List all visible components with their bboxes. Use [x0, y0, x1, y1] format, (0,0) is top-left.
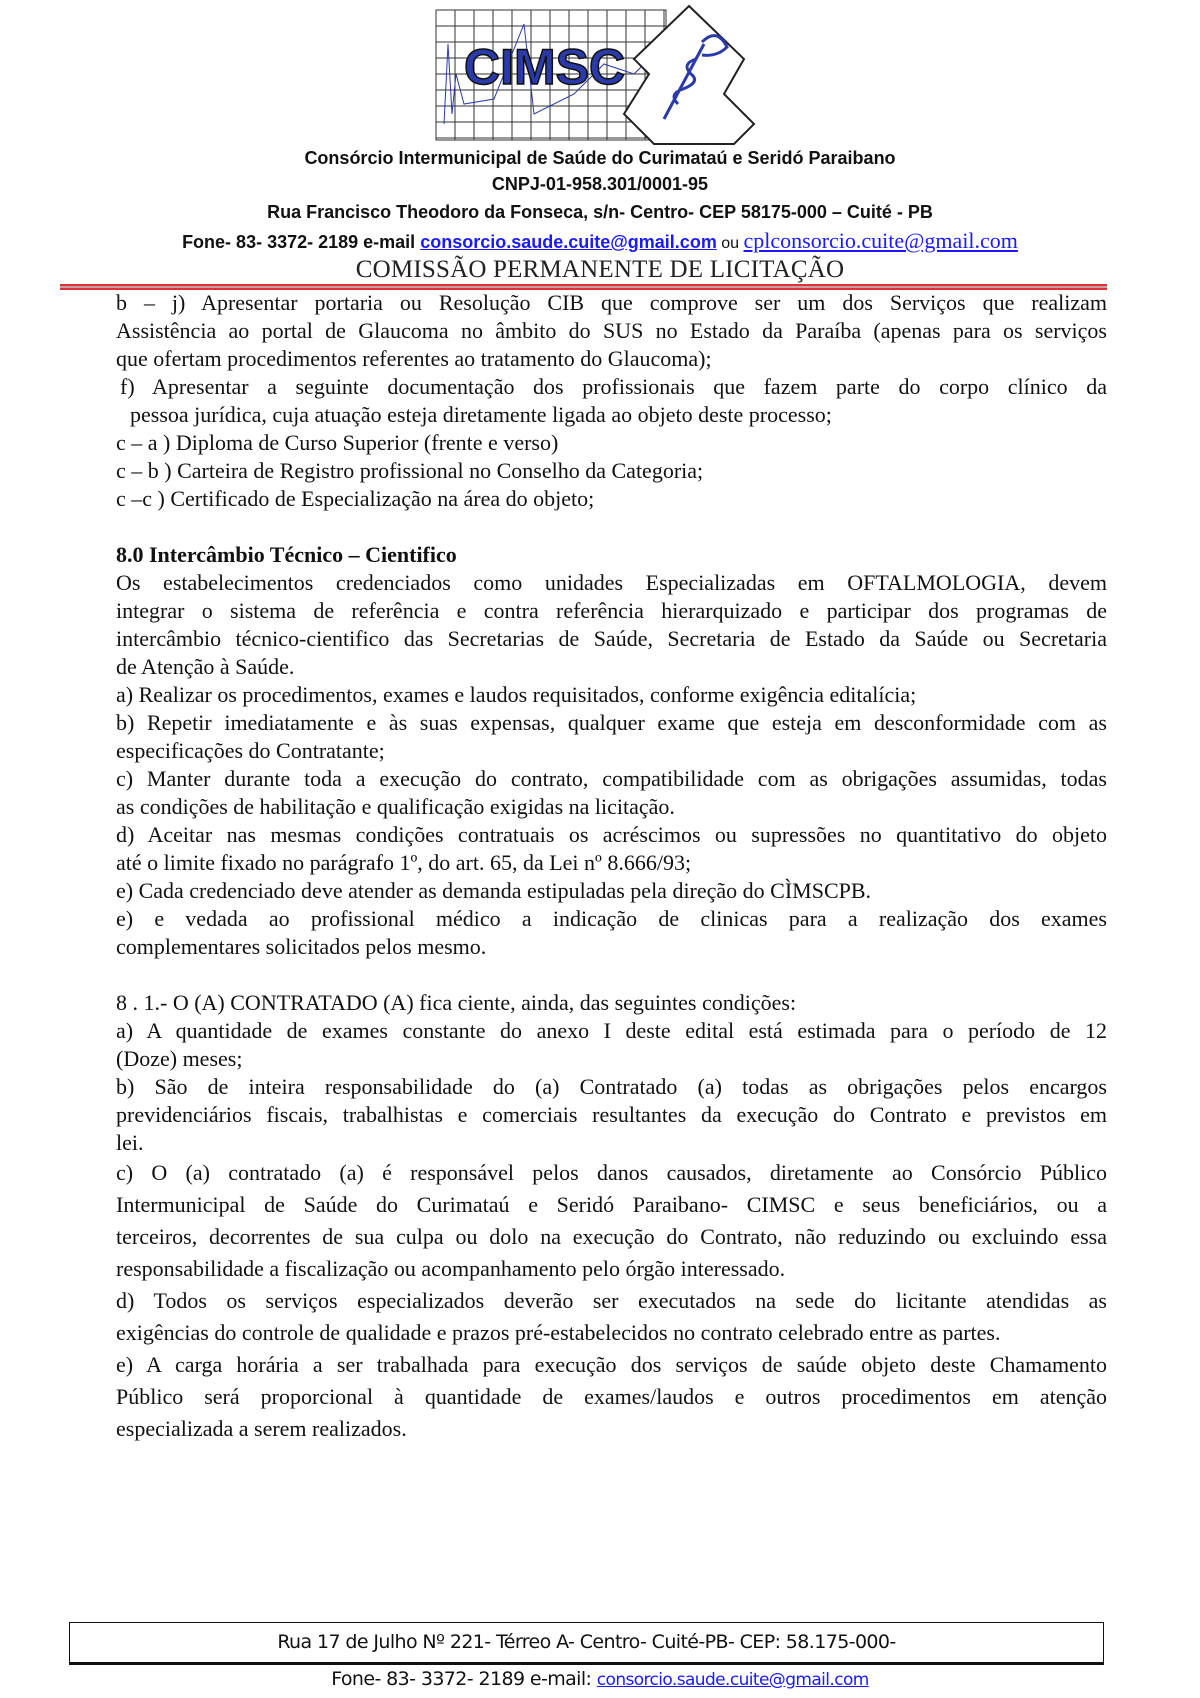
text-line: d) Todos os serviços especializados deverão ser executados na sede do licitante atendidas as — [116, 1288, 1107, 1313]
text-line: b) São de inteira responsabilidade do (a) Contratado (a) todas as obrigações pelos encargos — [116, 1074, 1107, 1099]
or-text: ou — [716, 235, 744, 252]
text-line: Intermunicipal de Saúde do Curimataú e Seridó Paraibano- CIMSC e seus beneficiários, ou a — [116, 1192, 1107, 1217]
paragraph — [116, 485, 1107, 513]
footer-phone-label: Fone- 83- 3372- 2189 e-mail: — [331, 1668, 597, 1690]
text-line: 8.0 Intercâmbio Técnico – Cientifico — [116, 542, 457, 567]
section-heading — [116, 541, 1107, 569]
footer-contact — [0, 1668, 1200, 1690]
paragraph — [116, 877, 1107, 905]
paragraph — [116, 1285, 1107, 1349]
text-line: as condições de habilitação e qualificação exigidas na licitação. — [116, 794, 675, 819]
text-line: exigências do controle de qualidade e prazos pré-estabelecidos no contrato celebrado entre as partes. — [116, 1320, 1001, 1345]
footer-address: Rua 17 de Julho Nº 221- Térreo A- Centro- Cuité-PB- CEP: 58.175-000- — [69, 1622, 1104, 1665]
text-line: até o limite fixado no parágrafo 1º, do art. 65, da Lei nº 8.666/93; — [116, 850, 692, 875]
paragraph — [116, 765, 1107, 821]
text-line: complementares solicitados pelos mesmo. — [116, 934, 487, 959]
email-link-2[interactable]: cplconsorcio.cuite@gmail.com — [743, 228, 1018, 253]
cnpj: CNPJ-01-958.301/0001-95 — [491, 174, 709, 194]
commission-title: COMISSÃO PERMANENTE DE LICITAÇÃO — [355, 256, 845, 283]
text-line: c – a ) Diploma de Curso Superior (frente e verso) — [116, 430, 559, 455]
paragraph — [116, 1017, 1107, 1073]
text-line: (Doze) meses; — [116, 1046, 243, 1071]
text-line: c – b ) Carteira de Registro profissional no Conselho da Categoria; — [116, 458, 704, 483]
paragraph — [116, 1073, 1107, 1157]
text-line: e) e vedada ao profissional médico a indicação de clinicas para a realização dos exames — [116, 906, 1107, 931]
text-line: c) Manter durante toda a execução do contrato, compatibilidade com as obrigações assumidas, todas — [116, 766, 1107, 791]
text-line: b – j) Apresentar portaria ou Resolução CIB que comprove ser um dos Serviços que realizam — [116, 290, 1107, 315]
paragraph — [116, 821, 1107, 877]
logo-text: CIMSC — [464, 39, 626, 95]
paragraph — [116, 373, 1107, 429]
footer-email-link[interactable]: consorcio.saude.cuite@gmail.com — [596, 1670, 869, 1690]
text-line: c) O (a) contratado (a) é responsável pelos danos causados, diretamente ao Consórcio Público — [116, 1160, 1107, 1185]
org-address: Rua Francisco Theodoro da Fonseca, s/n- Centro- CEP 58175-000 – Cuité - PB — [267, 202, 933, 222]
paragraph — [116, 961, 1107, 989]
paragraph — [116, 905, 1107, 961]
text-line: e) Cada credenciado deve atender as demanda estipuladas pela direção do CÌMSCPB. — [116, 878, 872, 903]
document-body — [116, 289, 1107, 1445]
phone-label: Fone- 83- 3372- 2189 e-mail — [182, 232, 421, 252]
cimsc-logo — [434, 4, 786, 146]
text-line: c –c ) Certificado de Especialização na área do objeto; — [116, 486, 595, 511]
paragraph — [116, 457, 1107, 485]
org-name: Consórcio Intermunicipal de Saúde do Curimataú e Seridó Paraibano — [304, 148, 896, 168]
section-1 — [116, 289, 1107, 1157]
text-line: que ofertam procedimentos referentes ao tratamento do Glaucoma); — [116, 346, 712, 371]
text-line: especificações do Contratante; — [116, 738, 385, 763]
paragraph — [116, 1349, 1107, 1445]
text-line: e) A carga horária a ser trabalhada para execução dos serviços de saúde objeto deste Chamamento — [116, 1352, 1107, 1377]
paragraph — [116, 513, 1107, 541]
paragraph — [116, 429, 1107, 457]
text-line — [116, 961, 1107, 989]
text-line: Assistência ao portal de Glaucoma no âmbito do SUS no Estado da Paraíba (apenas para os serviços — [116, 318, 1107, 343]
paragraph — [116, 569, 1107, 681]
text-line: especializada a serem realizados. — [116, 1416, 407, 1441]
email-link-1[interactable]: consorcio.saude.cuite@gmail.com — [420, 232, 717, 252]
text-line: Os estabelecimentos credenciados como unidades Especializadas em OFTALMOLOGIA, devem — [116, 570, 1107, 595]
text-line: a) Realizar os procedimentos, exames e laudos requisitados, conforme exigência editalícia; — [116, 682, 917, 707]
text-line — [116, 513, 1107, 541]
text-line: lei. — [116, 1130, 144, 1155]
text-line: de Atenção à Saúde. — [116, 654, 295, 679]
paragraph — [116, 289, 1107, 373]
text-line: previdenciários fiscais, trabalhistas e comerciais resultantes da execução do Contrato e previstos em — [116, 1102, 1107, 1127]
paragraph — [116, 989, 1107, 1017]
text-line: responsabilidade a fiscalização ou acompanhamento pelo órgão interessado. — [116, 1256, 786, 1281]
text-line: Público será proporcional à quantidade de exames/laudos e outros procedimentos em atenção — [116, 1384, 1107, 1409]
text-line: integrar o sistema de referência e contra referência hierarquizado e participar dos programas de — [116, 598, 1107, 623]
text-line: b) Repetir imediatamente e às suas expensas, qualquer exame que esteja em desconformidade com as — [116, 710, 1107, 735]
text-line: f) Apresentar a seguinte documentação dos profissionais que fazem parte do corpo clínico da — [120, 374, 1107, 399]
text-line: a) A quantidade de exames constante do anexo I deste edital está estimada para o período de 12 — [116, 1018, 1107, 1043]
text-line: pessoa jurídica, cuja atuação esteja diretamente ligada ao objeto deste processo; — [130, 402, 832, 427]
text-line: intercâmbio técnico-cientifico das Secretarias de Saúde, Secretaria de Estado da Saúde ou Secretaria — [116, 626, 1107, 651]
paragraph — [116, 681, 1107, 709]
text-line: d) Aceitar nas mesmas condições contratuais os acréscimos ou supressões no quantitativo do objeto — [116, 822, 1107, 847]
text-line: 8 . 1.- O (A) CONTRATADO (A) fica ciente, ainda, das seguintes condições: — [116, 990, 797, 1015]
contact-line — [0, 228, 1200, 254]
text-line: terceiros, decorrentes de sua culpa ou dolo na execução do Contrato, não reduzindo ou excluindo essa — [116, 1224, 1107, 1249]
section-2 — [116, 1157, 1107, 1445]
paragraph — [116, 1157, 1107, 1285]
paragraph — [116, 709, 1107, 765]
